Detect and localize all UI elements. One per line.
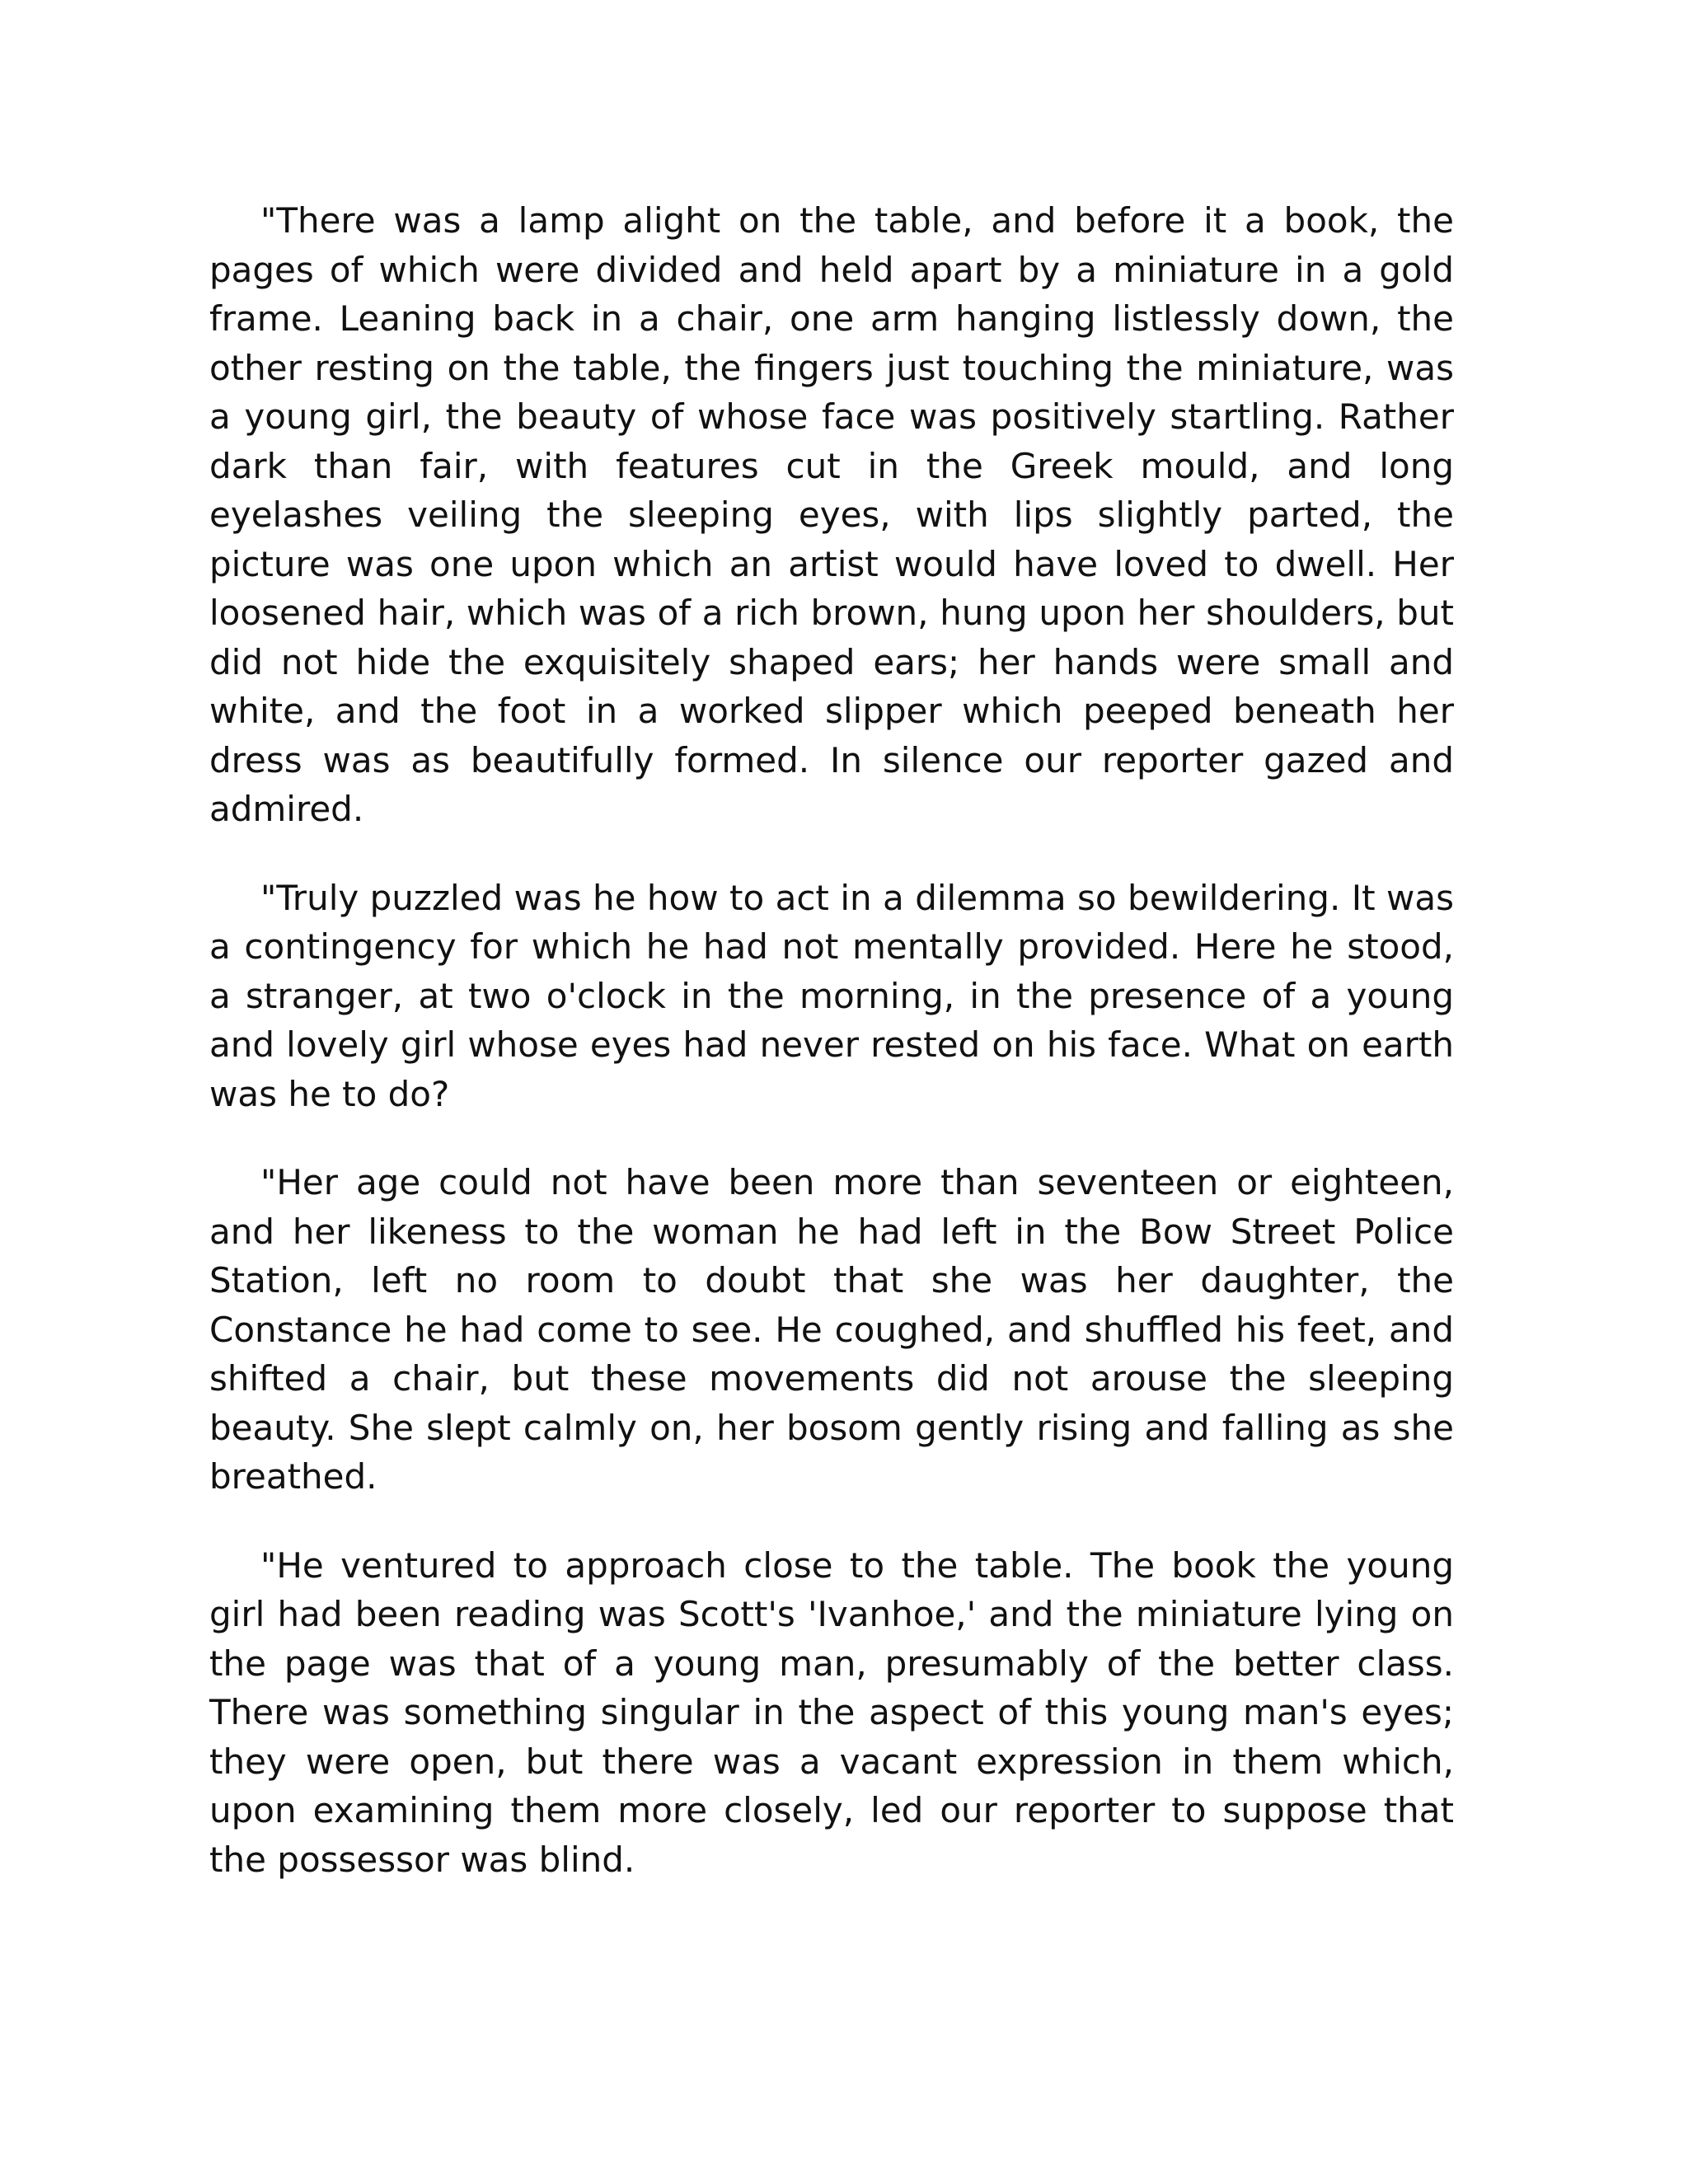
document-page	[209, 196, 1454, 1884]
paragraph: "Truly puzzled was he how to act in a dilemma so bewildering. It was a contingency for which he had not mentally provided. Here he stood, a stranger, at two o'clock in the morning, in the presence of a young and lovely girl whose eyes had never rested on his face. What on earth was he to do?	[209, 877, 1454, 1114]
paragraph: "There was a lamp alight on the table, and before it a book, the pages of which were divided and held apart by a miniature in a gold frame. Leaning back in a chair, one arm hanging listlessly down, the other resting on the table, the fingers just touching the miniature, was a young girl, the beauty of whose face was positively startling. Rather dark than fair, with features cut in the Greek mould, and long eyelashes veiling the sleeping eyes, with lips slightly parted, the picture was one upon which an artist would have loved to dwell. Her loosened hair, which was of a rich brown, hung upon her shoulders, but did not hide the exquisitely shaped ears; her hands were small and white, and the foot in a worked slipper which peeped beneath her dress was as beautifully formed. In silence our reporter gazed and admired.	[209, 200, 1454, 829]
paragraph: "Her age could not have been more than seventeen or eighteen, and her likeness to the woman he had left in the Bow Street Police Station, left no room to doubt that she was her daughter, the Constance he had come to see. He coughed, and shuffled his feet, and shifted a chair, but these movements did not arouse the sleeping beauty. She slept calmly on, her bosom gently rising and falling as she breathed.	[209, 1162, 1454, 1497]
paragraph: "He ventured to approach close to the table. The book the young girl had been reading was Scott's 'Ivanhoe,' and the miniature lying on the page was that of a young man, presumably of the better class. There was something singular in the aspect of this young man's eyes; they were open, but there was a vacant expression in them which, upon examining them more closely, led our reporter to suppose that the possessor was blind.	[209, 1544, 1454, 1880]
